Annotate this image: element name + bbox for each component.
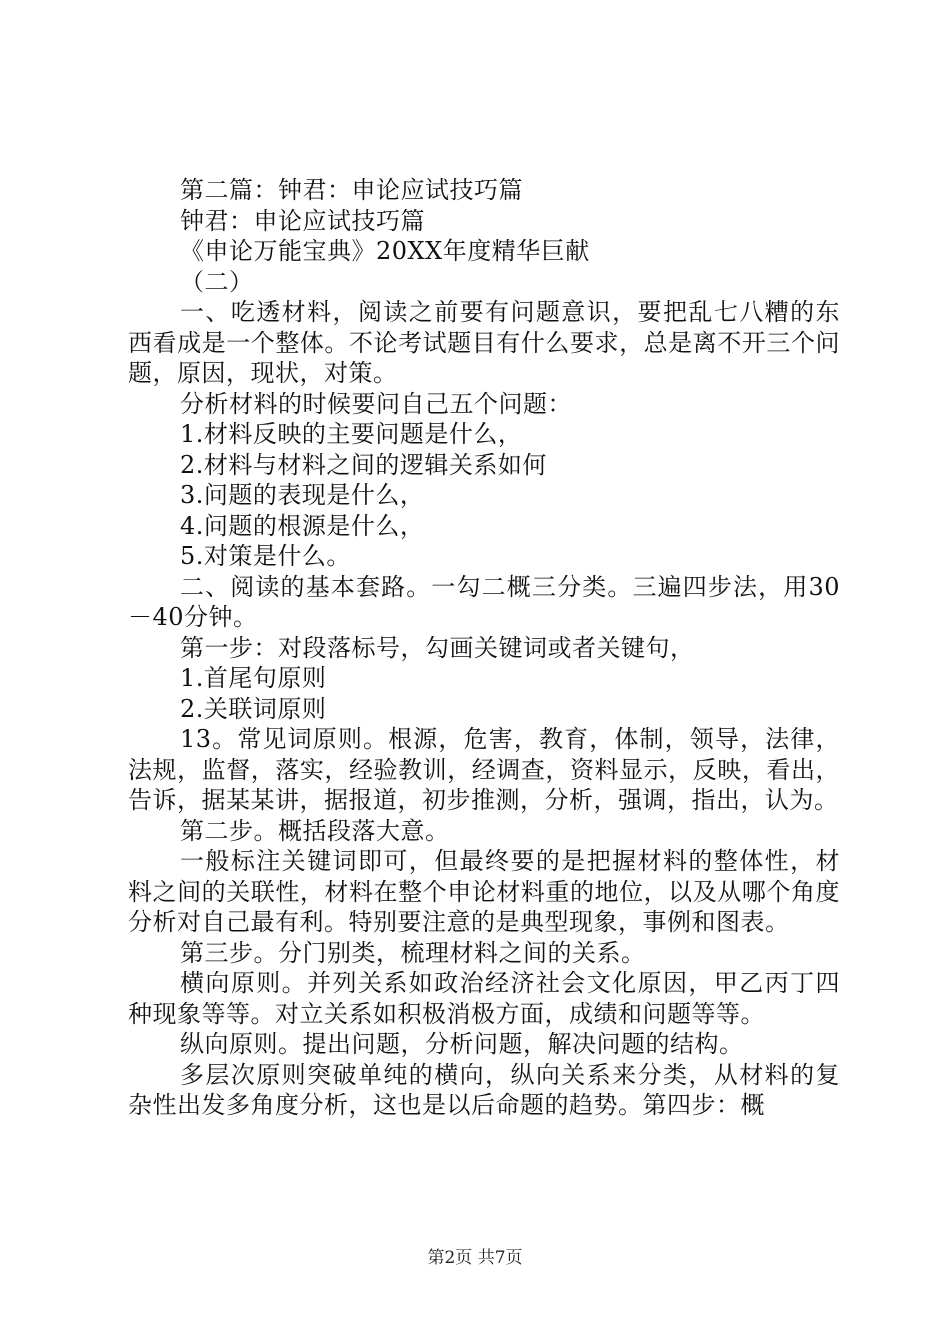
paragraph: 1.首尾句原则 bbox=[180, 664, 327, 692]
paragraph: 3.问题的表现是什么， bbox=[180, 481, 425, 509]
paragraph: 4.问题的根源是什么， bbox=[180, 511, 425, 540]
page-number-footer: 第2页 共7页 bbox=[427, 1248, 523, 1268]
paragraph: 第一步：对段落标号，勾画关键词或者关键句， bbox=[180, 633, 695, 662]
paragraph: 纵向原则。提出问题，分析问题，解决问题的结构。 bbox=[180, 1030, 744, 1058]
paragraph: 第二步。概括段落大意。 bbox=[180, 816, 450, 845]
paragraph: 钟君：申论应试技巧篇 bbox=[180, 206, 425, 235]
paragraph: 2.关联词原则 bbox=[180, 694, 327, 723]
paragraph: 第三步。分门别类，梳理材料之间的关系。 bbox=[180, 938, 646, 967]
paragraph: 分析材料的时候要问自己五个问题： bbox=[180, 389, 572, 418]
paragraph: 一、吃透材料，阅读之前要有问题意识，要把乱七八糟的东西看成是一个整体。不论考试题目有什么要求，总是离不开三个问题，原因，现状，对策。 bbox=[128, 298, 840, 387]
paragraph: 13。常见词原则。根源，危害，教育，体制，领导，法律，法规，监督，落实，经验教训，经调查，资料显示，反映，看出，告诉，据某某讲，据报道，初步推测，分析，强调，指出，认为。 bbox=[128, 725, 840, 814]
paragraph: 多层次原则突破单纯的横向，纵向关系来分类，从材料的复杂性出发多角度分析，这也是以后命题的趋势。第四步：概 bbox=[128, 1060, 840, 1119]
document-body bbox=[128, 175, 840, 1121]
paragraph: （二） bbox=[180, 267, 254, 296]
paragraph: 横向原则。并列关系如政治经济社会文化原因，甲乙丙丁四种现象等等。对立关系如积极消极方面，成绩和问题等等。 bbox=[128, 969, 840, 1028]
paragraph: 二、阅读的基本套路。一勾二概三分类。三遍四步法，用30－40分钟。 bbox=[128, 572, 840, 631]
paragraph: 2.材料与材料之间的逻辑关系如何 bbox=[180, 450, 547, 479]
paragraph: 一般标注关键词即可，但最终要的是把握材料的整体性，材料之间的关联性，材料在整个申论材料重的地位，以及从哪个角度分析对自己最有利。特别要注意的是典型现象，事例和图表。 bbox=[128, 847, 840, 936]
paragraph: 《申论万能宝典》20XX年度精华巨献 bbox=[180, 237, 590, 265]
paragraph: 5.对策是什么。 bbox=[180, 542, 351, 570]
paragraph: 1.材料反映的主要问题是什么， bbox=[180, 420, 523, 448]
paragraph: 第二篇：钟君：申论应试技巧篇 bbox=[180, 176, 523, 204]
